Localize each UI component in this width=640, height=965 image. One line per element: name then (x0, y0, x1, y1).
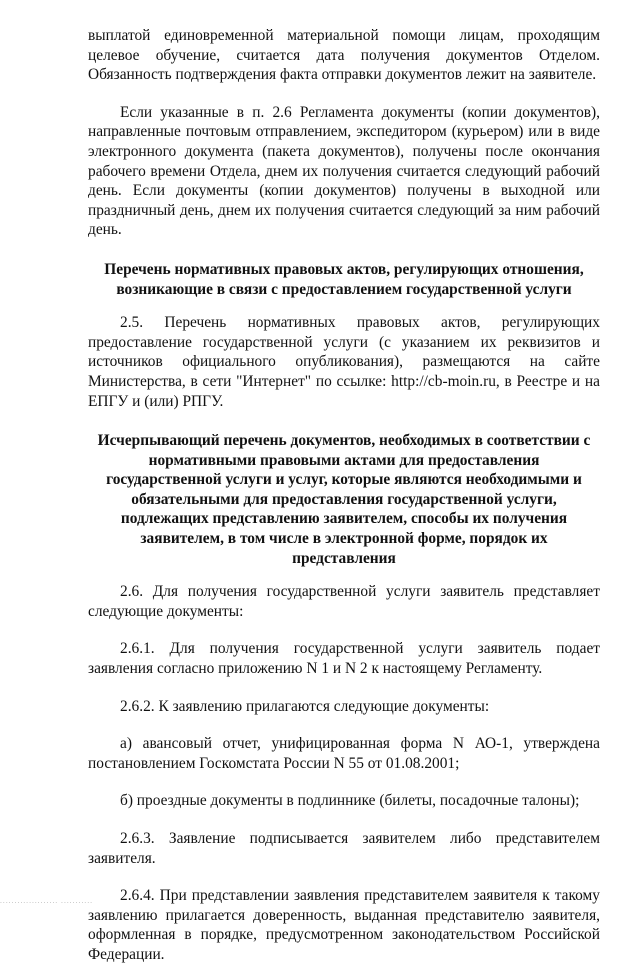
paragraph-2-6-3: 2.6.3. Заявление подписывается заявителем либо представителем заявителя. (88, 830, 600, 867)
heading-documents-list: Исчерпывающий перечень документов, необходимых в соответствии с нормативными правовыми актами для предоставления государственной услуги и услуг, которые являются необходимыми и обязательными для предоставления государственной услуги, подлежащих представлению заявителем, способы их получения заявителем, в том числе в электронной форме, порядок их представления (97, 432, 591, 567)
paragraph-item-b: б) проездные документы в подлиннике (билеты, посадочные талоны); (120, 792, 580, 810)
scan-footer-marks: .................... ........... (0, 898, 94, 905)
paragraph-2-6: 2.6. Для получения государственной услуги заявитель представляет следующие документы: (88, 583, 600, 620)
paragraph-2-6-2: 2.6.2. К заявлению прилагаются следующие документы: (120, 697, 490, 715)
paragraph-item-a: а) авансовый отчет, унифицированная форма N АО-1, утверждена постановлением Госкомстата России N 55 от 01.08.2001; (88, 735, 600, 772)
paragraph-2-5: 2.5. Перечень нормативных правовых актов, регулирующих предоставление государственной услуги (с указанием их реквизитов и источников официального опубликования), размещаются на сайте Министерства, в сети "Интернет" по ссылке: http://cb-moin.ru, в Реестре и на ЕПГУ и (или) РПГУ. (88, 314, 600, 410)
paragraph-date-of-receipt: выплатой единовременной материальной помощи лицам, проходящим целевое обучение, считается дата получения документов Отделом. Обязанность подтверждения факта отправки документов лежит на заявителе. (88, 27, 600, 84)
paragraph-delivery-after-hours: Если указанные в п. 2.6 Регламента документы (копии документов), направленные почтовым отправлением, экспедитором (курьером) или в виде электронного документа (пакета документов), получены после окончания рабочего времени Отдела, днем их получения считается следующий рабочий день. Если документы (копии документов) получены в выходной или праздничный день, днем их получения считается следующий за ним рабочий день. (88, 103, 600, 239)
paragraph-2-6-1: 2.6.1. Для получения государственной услуги заявитель подает заявления согласно приложению N 1 и N 2 к настоящему Регламенту. (88, 640, 600, 678)
heading-legal-acts: Перечень нормативных правовых актов, регулирующих отношения, возникающие в связи с предоставлением государственной услуги (104, 260, 584, 298)
paragraph-2-6-4: 2.6.4. При представлении заявления представителем заявителя к такому заявлению прилагается доверенность, выданная представителю заявителя, оформленная в порядке, предусмотренном законодательством Российской Федерации. (88, 887, 600, 963)
